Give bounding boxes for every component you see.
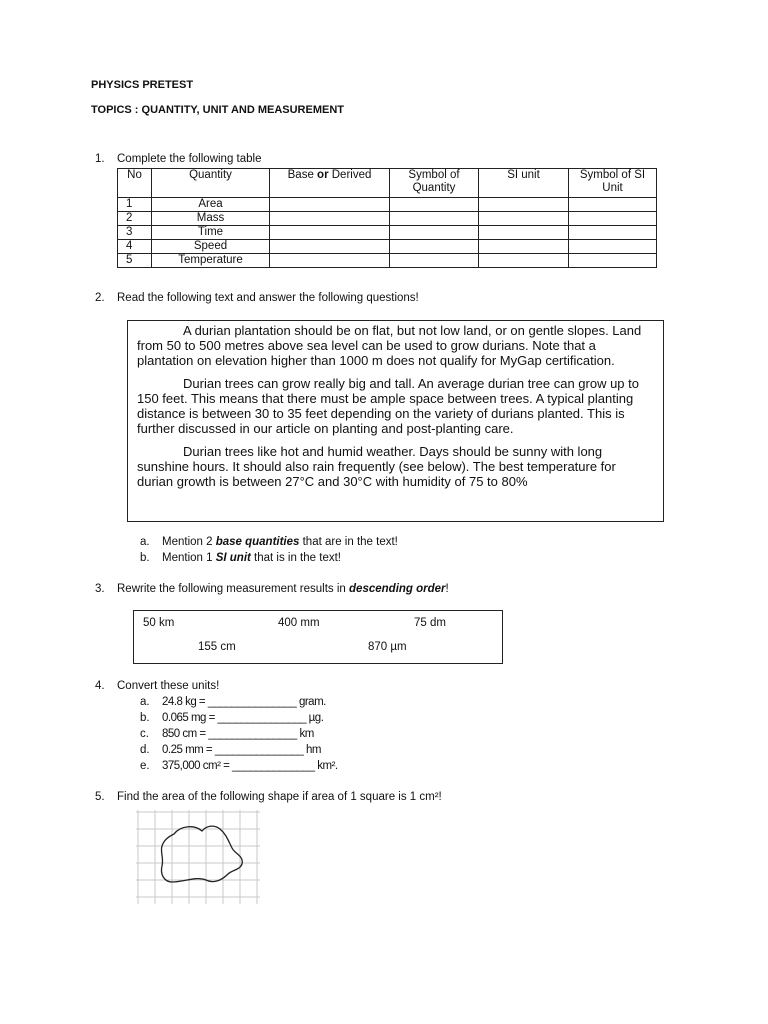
table-row — [118, 212, 657, 226]
square-grid — [136, 810, 260, 904]
answer-cell[interactable] — [479, 226, 569, 240]
answer-cell[interactable] — [479, 254, 569, 268]
header-symbol-of-si-unit: Symbol of SI Unit — [569, 169, 657, 198]
answer-cell[interactable] — [270, 254, 390, 268]
answer-cell[interactable] — [569, 240, 657, 254]
sub-letter: e. — [140, 760, 150, 772]
answer-cell[interactable] — [569, 254, 657, 268]
q3-instruction: Rewrite the following measurement results in descending order! — [117, 583, 449, 595]
measurement-value: 155 cm — [198, 641, 236, 653]
row-quantity: Temperature — [152, 254, 270, 268]
sub-text: Mention 1 SI unit that is in the text! — [162, 552, 341, 564]
answer-cell[interactable] — [270, 212, 390, 226]
answer-cell[interactable] — [479, 240, 569, 254]
conversion-text: 850 cm = _______________ km — [162, 728, 314, 740]
sub-letter: d. — [140, 744, 150, 756]
sub-text: Mention 2 base quantities that are in the text! — [162, 536, 398, 548]
answer-cell[interactable] — [390, 226, 479, 240]
q2-instruction: Read the following text and answer the following questions! — [117, 292, 419, 304]
q1-instruction: Complete the following table — [117, 153, 262, 165]
answer-cell[interactable] — [390, 240, 479, 254]
sub-letter: c. — [140, 728, 149, 740]
worksheet-topics: TOPICS : QUANTITY, UNIT AND MEASUREMENT — [91, 104, 345, 116]
q1-table-header-row — [118, 169, 657, 198]
grid-shape-figure — [136, 810, 260, 904]
reading-passage-box — [127, 320, 664, 522]
header-si-unit: SI unit — [479, 169, 569, 198]
conversion-text: 24.8 kg = _______________ gram. — [162, 696, 326, 708]
row-no: 3 — [118, 226, 152, 240]
answer-cell[interactable] — [270, 198, 390, 212]
row-no: 1 — [118, 198, 152, 212]
row-no: 5 — [118, 254, 152, 268]
conversion-text: 0.25 mm = _______________ hm — [162, 744, 321, 756]
answer-cell[interactable] — [569, 212, 657, 226]
sub-letter: a. — [140, 696, 150, 708]
table-row — [118, 226, 657, 240]
passage-paragraph: Durian trees can grow really big and tall. An average durian tree can grow up to 150 feet. This means that there must be ample space between trees. A typical planting distance is between 30 to 35 feet depending on the variety of durians planted. This is further discussed in our article on planting and post-planting care. — [137, 376, 639, 436]
answer-cell[interactable] — [569, 226, 657, 240]
answer-cell[interactable] — [270, 226, 390, 240]
answer-cell[interactable] — [390, 254, 479, 268]
header-quantity: Quantity — [152, 169, 270, 198]
answer-cell[interactable] — [479, 212, 569, 226]
q4-number: 4. — [95, 680, 105, 692]
answer-cell[interactable] — [479, 198, 569, 212]
measurement-value: 50 km — [143, 617, 175, 629]
row-quantity: Mass — [152, 212, 270, 226]
measurement-value: 75 dm — [414, 617, 446, 629]
q1-number: 1. — [95, 153, 105, 165]
measurements-box — [133, 610, 503, 664]
header-symbol-of-quantity: Symbol of Quantity — [390, 169, 479, 198]
answer-cell[interactable] — [270, 240, 390, 254]
conversion-text: 0.065 mg = _______________ µg. — [162, 712, 324, 724]
row-no: 2 — [118, 212, 152, 226]
measurement-value: 400 mm — [278, 617, 320, 629]
answer-cell[interactable] — [569, 198, 657, 212]
sub-letter: b. — [140, 552, 150, 564]
answer-cell[interactable] — [390, 198, 479, 212]
answer-cell[interactable] — [390, 212, 479, 226]
passage-paragraph: A durian plantation should be on flat, but not low land, or on gentle slopes. Land from 50 to 500 metres above sea level can be used to grow durians. Note that a plantation on elevation higher than 1000 m does not qualify for MyGap certification. — [137, 323, 642, 368]
worksheet-title: PHYSICS PRETEST — [91, 79, 194, 91]
q1-table — [117, 168, 657, 268]
q3-number: 3. — [95, 583, 105, 595]
q5-number: 5. — [95, 791, 105, 803]
table-row — [118, 240, 657, 254]
table-row — [118, 198, 657, 212]
sub-letter: a. — [140, 536, 150, 548]
q4-instruction: Convert these units! — [117, 680, 220, 692]
row-quantity: Area — [152, 198, 270, 212]
header-no: No — [118, 169, 152, 198]
measurement-value: 870 µm — [368, 641, 407, 653]
sub-letter: b. — [140, 712, 150, 724]
conversion-text: 375,000 cm² = ______________ km². — [162, 760, 338, 772]
row-no: 4 — [118, 240, 152, 254]
header-base-or-derived: Base or Derived — [270, 169, 390, 198]
row-quantity: Time — [152, 226, 270, 240]
q2-number: 2. — [95, 292, 105, 304]
passage-paragraph: Durian trees like hot and humid weather. Days should be sunny with long sunshine hours. It should also rain frequently (see below). The best temperature for durian growth is between 27°C and 30°C with humidity of 75 to 80% — [137, 444, 616, 489]
row-quantity: Speed — [152, 240, 270, 254]
irregular-shape — [161, 826, 242, 882]
q5-instruction: Find the area of the following shape if area of 1 square is 1 cm²! — [117, 791, 442, 803]
table-row — [118, 254, 657, 268]
